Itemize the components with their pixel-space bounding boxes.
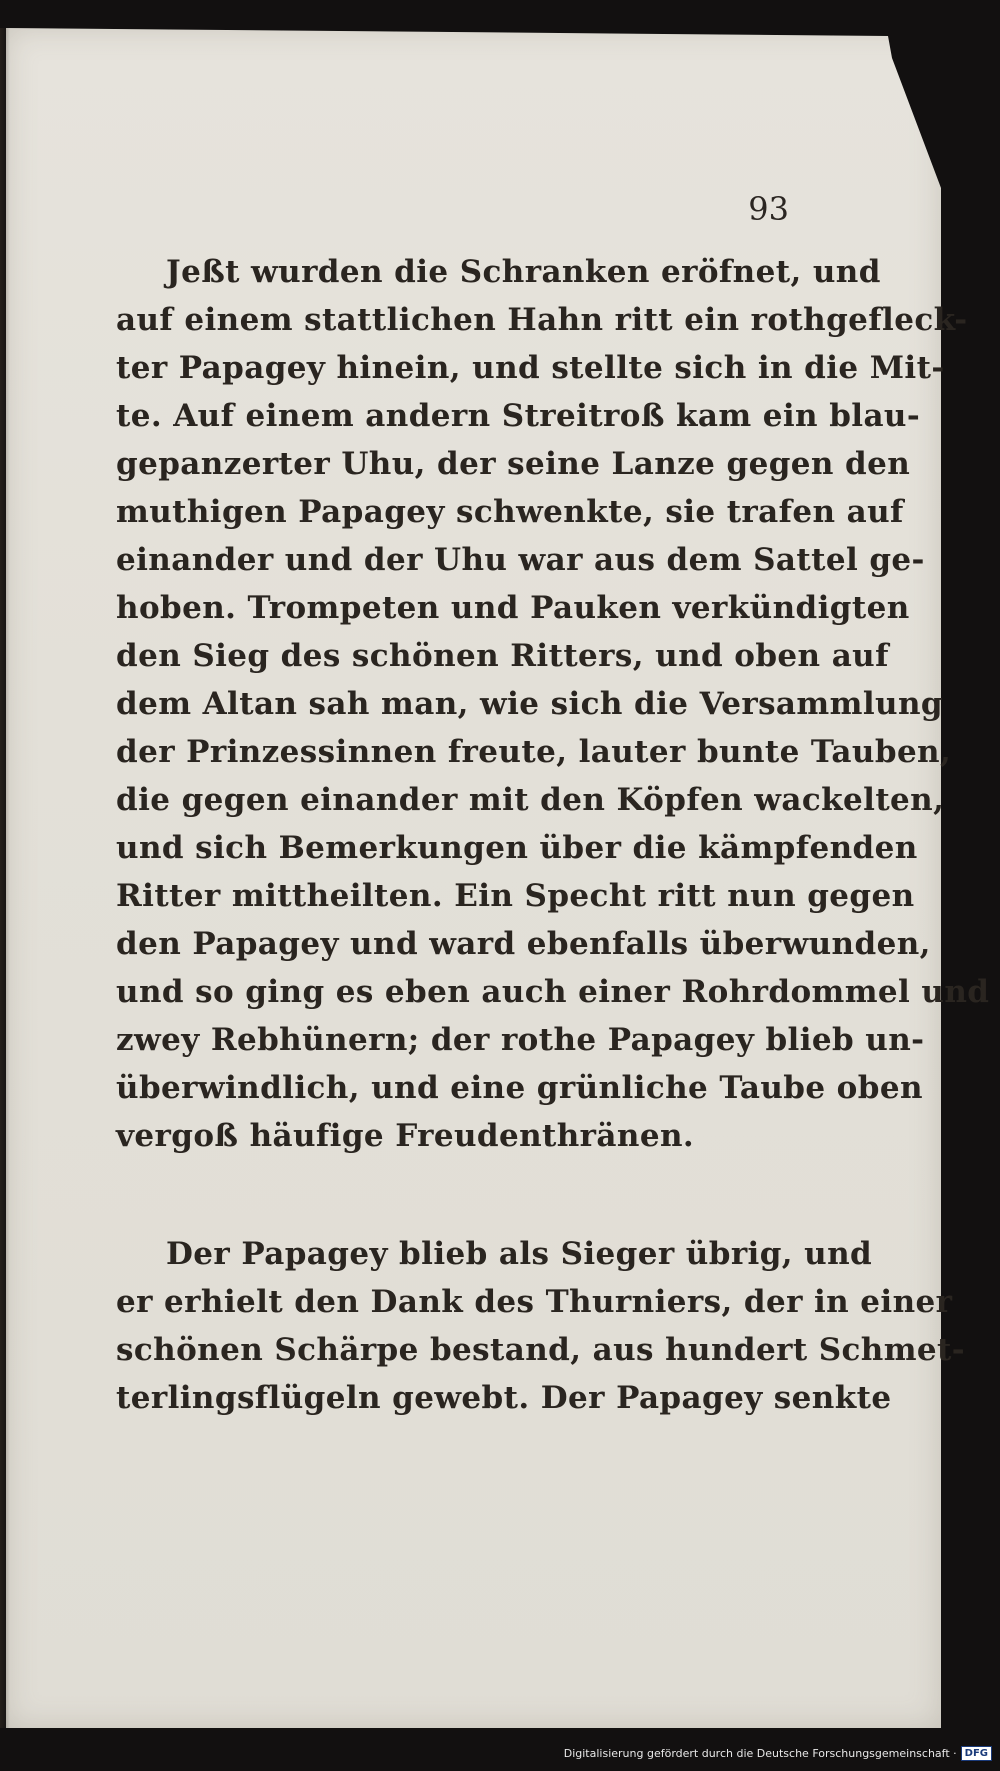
paragraph	[116, 1230, 966, 1422]
text-line: vergoß häufige Freudenthränen.	[116, 1118, 695, 1154]
page-edge-shadow	[0, 28, 10, 1728]
text-line: ter Papagey hinein, und stellte sich in die Mit-	[116, 350, 945, 386]
digitization-credit	[564, 1746, 992, 1761]
text-line: gepanzerter Uhu, der seine Lanze gegen den	[116, 446, 911, 482]
text-line: muthigen Papagey schwenkte, sie trafen auf	[116, 494, 904, 530]
body-text	[116, 248, 990, 1422]
text-line: er erhielt den Dank des Thurniers, der in einer	[116, 1284, 953, 1320]
text-line: Ritter mittheilten. Ein Specht ritt nun gegen	[116, 878, 915, 914]
text-line: terlingsflügeln gewebt. Der Papagey senkte	[116, 1380, 892, 1416]
text-line: auf einem stattlichen Hahn ritt ein rothgefleck-	[116, 302, 968, 338]
credit-text: Digitalisierung gefördert durch die Deutsche Forschungsgemeinschaft ·	[563, 1747, 957, 1760]
paragraph	[116, 248, 990, 1160]
text-line: den Papagey und ward ebenfalls überwunden,	[116, 926, 931, 962]
text-line: den Sieg des schönen Ritters, und oben auf	[116, 638, 889, 674]
text-line: einander und der Uhu war aus dem Sattel ge-	[116, 542, 925, 578]
text-line: zwey Rebhünern; der rothe Papagey blieb un-	[116, 1022, 925, 1058]
text-line: überwindlich, und eine grünliche Taube oben	[116, 1070, 923, 1106]
paragraph-gap	[116, 1160, 788, 1230]
text-line: und so ging es eben auch einer Rohrdommel und	[116, 974, 990, 1010]
text-line: Der Papagey blieb als Sieger übrig, und	[166, 1236, 873, 1272]
page-number: 93	[748, 190, 789, 228]
text-line: dem Altan sah man, wie sich die Versammlung	[116, 686, 943, 722]
text-line: Jeßt wurden die Schranken eröfnet, und	[166, 254, 881, 290]
text-line: hoben. Trompeten und Pauken verkündigten	[116, 590, 910, 626]
text-line: schönen Schärpe bestand, aus hundert Schmet-	[116, 1332, 966, 1368]
dfg-logo: DFG	[961, 1746, 992, 1761]
text-line: te. Auf einem andern Streitroß kam ein blau-	[116, 398, 921, 434]
text-line: und sich Bemerkungen über die kämpfenden	[116, 830, 918, 866]
text-line: der Prinzessinnen freute, lauter bunte Tauben,	[116, 734, 952, 770]
text-line: die gegen einander mit den Köpfen wackelten,	[116, 782, 945, 818]
